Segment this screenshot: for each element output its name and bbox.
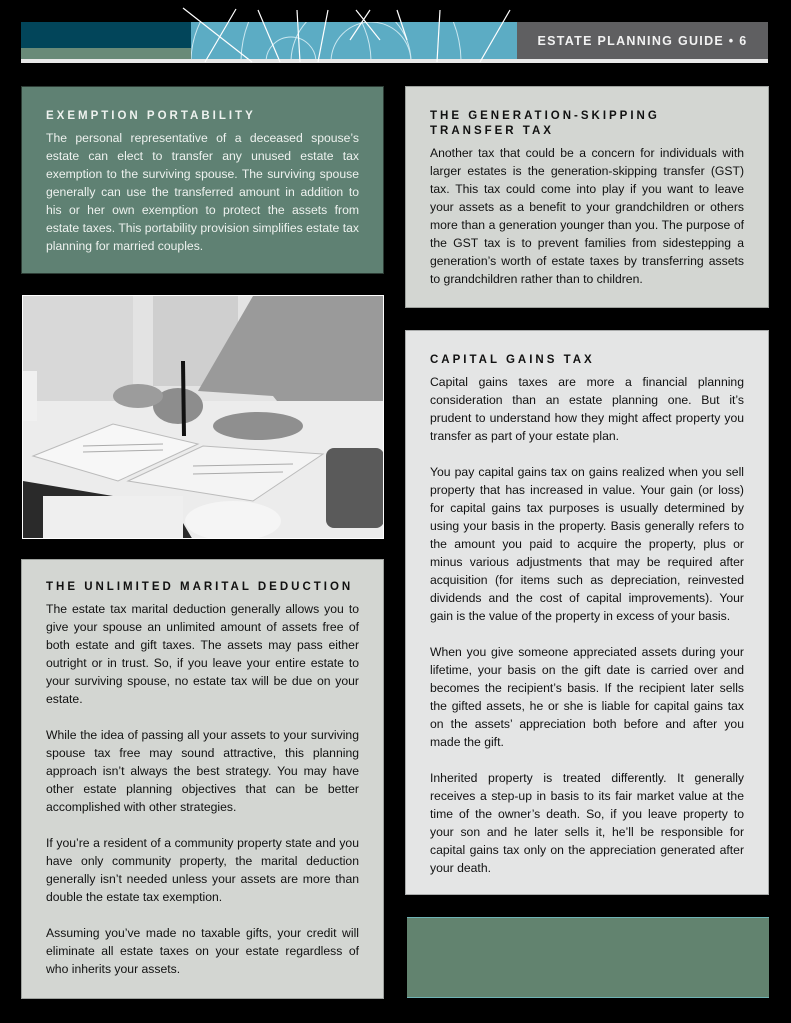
- section-heading: [430, 109, 744, 139]
- banner-dark-block: [21, 22, 191, 48]
- generation-skipping-tax-section: [405, 86, 769, 308]
- section-paragraph: When you give someone appreciated assets during your lifetime, your basis on the gift date is carried over and becomes the recipient’s basis. If the recipient later sells the gifted assets, he or she is liable for capital gains tax on the assets’ appreciation both before and after you made the gift.: [430, 645, 744, 749]
- guide-title: ESTATE PLANNING GUIDE • 6: [537, 34, 748, 48]
- unlimited-marital-deduction-section: [21, 559, 384, 999]
- heading-line-1: THE GENERATION-SKIPPING: [430, 110, 660, 122]
- section-heading: THE UNLIMITED MARITAL DEDUCTION: [46, 581, 354, 593]
- section-paragraph: While the idea of passing all your assets to your surviving spouse tax free may sound attractive, this planning approach isn’t always the best strategy. You may have other estate planning objectives that can be better accomplished with other strategies.: [46, 728, 359, 814]
- exemption-portability-section: [21, 86, 384, 274]
- section-heading: CAPITAL GAINS TAX: [430, 354, 595, 366]
- section-paragraph: If you’re a resident of a community property state and you have only community property, the marital deduction generally isn’t needed unless your assets are more than double the estate tax exemption.: [46, 836, 359, 904]
- section-paragraph: The personal representative of a deceased spouse’s estate can elect to transfer any unused estate tax exemption to the surviving spouse. The surviving spouse generally can use the transferred amount in addition to his or her own exemption to protect the assets from estate taxes. This portability provision simplifies estate tax planning for married couples.: [46, 131, 359, 253]
- section-paragraph: You pay capital gains tax on gains realized when you sell property that has increased in value. Your gain (or loss) for capital gains tax purposes is usually determined by using your basis in the property. Basis generally refers to the amount you paid to acquire the property, plus or minus various adjustments that may be required after acquisition (for items such as depreciation, reinvested dividends and the cost of capital improvements). Your gain is the value of the property in excess of your basis.: [430, 465, 744, 623]
- signing-document-photo: [22, 295, 384, 539]
- section-paragraph: Assuming you’ve made no taxable gifts, your credit will eliminate all estate taxes on your estate regardless of who inherits your assets.: [46, 926, 359, 976]
- guide-title-block: [517, 22, 768, 60]
- capital-gains-tax-section: [405, 330, 769, 895]
- heading-line-2: TRANSFER TAX: [430, 125, 554, 137]
- header-banner: [21, 21, 768, 61]
- section-paragraph: The estate tax marital deduction generally allows you to give your spouse an unlimited amount of assets free of both estate and gift taxes. The assets may pass either outright or in trust. So, if you leave your entire estate to your surviving spouse, no estate tax will be due on your estate.: [46, 602, 359, 706]
- section-paragraph: Another tax that could be a concern for individuals with larger estates is the generation-skipping transfer (GST) tax. This tax could come into play if you want to leave your assets as a benefit to your grandchildren or others more than a generation younger than you. The purpose of the GST tax is to prevent families from sidestepping a generation’s worth of estate taxes by transferring assets to grandchildren rather than to children.: [430, 146, 744, 286]
- section-paragraph: Inherited property is treated differently. It generally receives a step-up in basis to its fair market value at the time of the owner’s death. So, if you leave property to your son and he later sells it, he’ll be responsible for capital gains tax only on the appreciation generated after your death.: [430, 771, 744, 875]
- decorative-green-box: [407, 917, 769, 998]
- section-paragraph: Capital gains taxes are more a financial planning consideration than an estate planning one. But it’s prudent to understand how they might affect property you transfer as part of your estate plan.: [430, 375, 744, 443]
- banner-pattern-block: [191, 22, 517, 60]
- banner-underline: [21, 59, 768, 63]
- section-heading: EXEMPTION PORTABILITY: [46, 110, 256, 122]
